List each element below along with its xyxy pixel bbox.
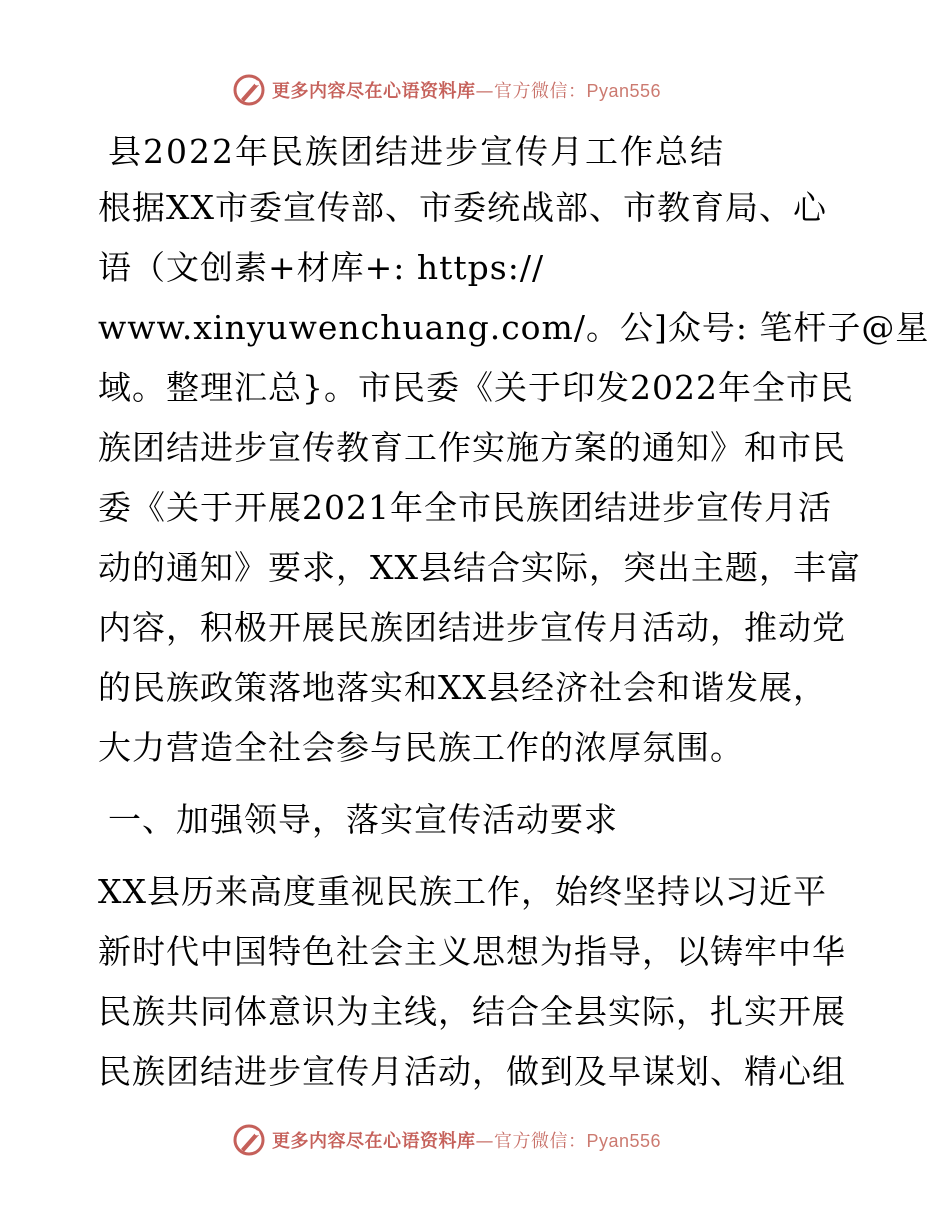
watermark-separator: — bbox=[475, 81, 494, 102]
watermark-brand: 更多内容尽在心语资料库 bbox=[272, 81, 476, 102]
paragraph-line: 根据XX市委宣传部、市委统战部、市教育局、心 bbox=[98, 188, 827, 227]
watermark-text bbox=[272, 1127, 661, 1153]
paragraph-line: 的民族政策落地落实和XX县经济社会和谐发展， bbox=[98, 668, 827, 707]
pen-logo-icon bbox=[232, 1123, 266, 1157]
watermark-contact-id: Pyan556 bbox=[586, 1131, 662, 1151]
watermark-contact-label: 官方微信： bbox=[494, 1131, 587, 1152]
paragraph-line: XX县历来高度重视民族工作，始终坚持以习近平 bbox=[98, 872, 827, 911]
paragraph-line: www.xinyuwenchuang.com/。公]众号: 笔杆子@星 bbox=[98, 308, 930, 347]
watermark-contact-label: 官方微信： bbox=[494, 81, 587, 102]
paragraph-line: 域。整理汇总}。市民委《关于印发2022年全市民 bbox=[98, 368, 854, 407]
watermark-separator: — bbox=[475, 1131, 494, 1152]
paragraph-line: 内容，积极开展民族团结进步宣传月活动，推动党 bbox=[98, 608, 846, 647]
watermark-contact-id: Pyan556 bbox=[586, 81, 662, 101]
paragraph-line: 新时代中国特色社会主义思想为指导，以铸牢中华 bbox=[98, 932, 846, 971]
paragraph-line: 语（文创素+材库+: https:// bbox=[98, 248, 545, 287]
document-title: 县2022年民族团结进步宣传月工作总结 bbox=[108, 132, 725, 171]
section-heading: 一、加强领导，落实宣传活动要求 bbox=[108, 800, 618, 839]
paragraph-line: 大力营造全社会参与民族工作的浓厚氛围。 bbox=[98, 728, 744, 767]
pen-logo-icon bbox=[232, 73, 266, 107]
paragraph-line: 动的通知》要求，XX县结合实际，突出主题，丰富 bbox=[98, 548, 861, 587]
section-paragraph bbox=[98, 862, 858, 1102]
intro-paragraph bbox=[98, 178, 930, 778]
paragraph-line: 族团结进步宣传教育工作实施方案的通知》和市民 bbox=[98, 428, 846, 467]
watermark-brand: 更多内容尽在心语资料库 bbox=[272, 1131, 476, 1152]
watermark-text bbox=[272, 77, 661, 103]
paragraph-line: 民族团结进步宣传月活动，做到及早谋划、精心组 bbox=[98, 1052, 846, 1091]
paragraph-line: 民族共同体意识为主线，结合全县实际，扎实开展 bbox=[98, 992, 846, 1031]
header-watermark-banner bbox=[232, 72, 732, 108]
paragraph-line: 委《关于开展2021年全市民族团结进步宣传月活 bbox=[98, 488, 832, 527]
footer-watermark-banner bbox=[232, 1122, 732, 1158]
